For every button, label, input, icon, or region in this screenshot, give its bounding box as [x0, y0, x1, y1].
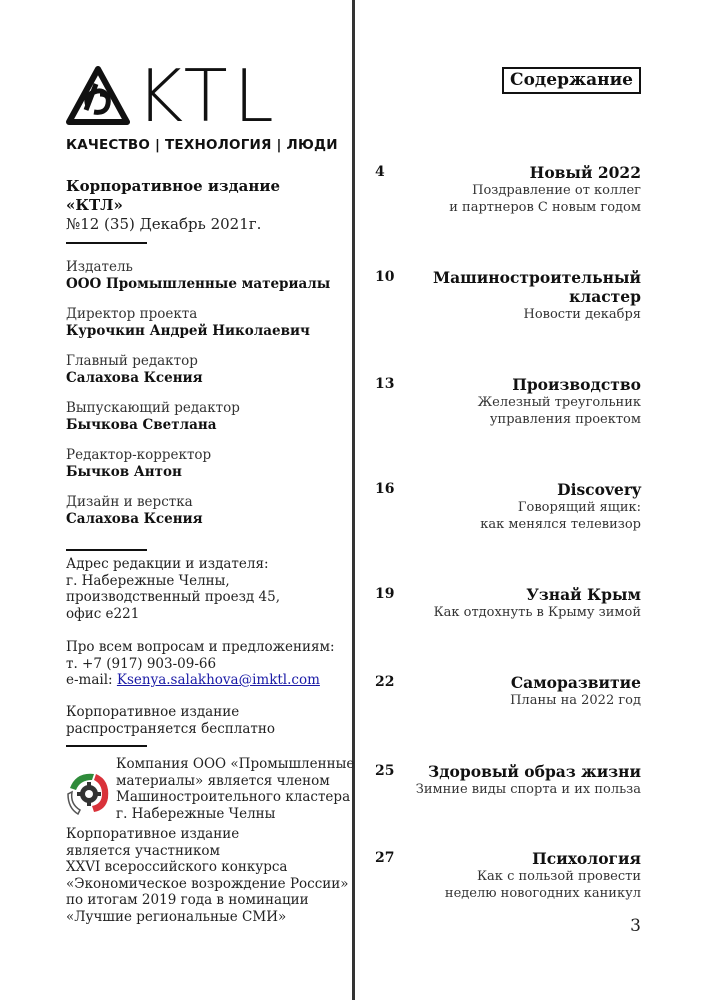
address-line: офис е221	[66, 605, 140, 622]
toc-page-number: 10	[375, 269, 395, 285]
credit-item	[66, 400, 346, 434]
toc-title: Содержание	[502, 67, 641, 94]
credit-role: Главный редактор	[66, 353, 198, 369]
credit-role: Издатель	[66, 259, 133, 275]
email-line	[66, 672, 346, 689]
logo-tagline: КАЧЕСТВО | ТЕХНОЛОГИЯ | ЛЮДИ	[66, 137, 338, 153]
credit-name: Бычков Антон	[66, 464, 182, 480]
toc-heading: Саморазвитие	[510, 673, 641, 692]
toc-description: Планы на 2022 год	[510, 693, 641, 708]
publication-title-line: Корпоративное издание	[66, 177, 280, 195]
address-line: производственный проезд 45,	[66, 589, 281, 605]
toc-item[interactable]	[375, 480, 641, 533]
credit-role: Директор проекта	[66, 306, 198, 322]
toc-heading: Новый 2022	[529, 163, 641, 182]
credit-name: Салахова Ксения	[66, 370, 203, 386]
toc-description: управления проектом	[489, 412, 641, 427]
toc-heading: Здоровый образ жизни	[428, 762, 641, 781]
credit-name: Бычкова Светлана	[66, 417, 217, 433]
toc-heading: Узнай Крым	[526, 585, 641, 604]
ktl-triangle-logo-icon	[66, 66, 130, 126]
toc-description: Зимние виды спорта и их польза	[415, 782, 641, 797]
credit-item	[66, 306, 346, 340]
cluster-line: г. Набережные Челны	[116, 805, 276, 822]
toc-item[interactable]	[375, 268, 641, 323]
cluster-line: материалы» является членом	[116, 772, 330, 789]
toc-heading: Производство	[512, 375, 641, 394]
toc-description: как менялся телевизор	[480, 517, 641, 532]
toc-heading: Психология	[532, 849, 641, 868]
machine-building-cluster-gear-icon	[66, 768, 112, 816]
credit-item	[66, 494, 346, 528]
toc-item[interactable]	[375, 762, 641, 798]
ktl-logo	[66, 54, 338, 156]
toc-page-number: 22	[375, 674, 395, 690]
publication-title	[66, 177, 280, 215]
contest-line: «Лучшие региональные СМИ»	[66, 908, 287, 925]
cluster-line: Компания ООО «Промышленные	[116, 756, 355, 772]
toc-description: Поздравление от коллег	[472, 183, 641, 198]
distribution-line: распространяется бесплатно	[66, 720, 275, 737]
toc-item[interactable]	[375, 673, 641, 709]
toc-item[interactable]	[375, 585, 641, 621]
toc-page-number: 16	[375, 481, 395, 497]
page-number: 3	[630, 916, 641, 936]
toc-description: неделю новогодних каникул	[444, 886, 641, 901]
toc-description: Говорящий ящик:	[517, 500, 641, 515]
toc-page-number: 27	[375, 850, 395, 866]
toc-description: Как с пользой провести	[477, 869, 641, 884]
toc-page-number: 25	[375, 763, 395, 779]
credit-name: ООО Промышленные материалы	[66, 276, 331, 292]
issue-number: №12 (35) Декабрь 2021г.	[66, 215, 262, 233]
toc-heading: Discovery	[557, 480, 641, 499]
toc-item[interactable]	[375, 849, 641, 902]
toc-page-number: 4	[375, 164, 385, 180]
contacts-intro: Про всем вопросам и предложениям:	[66, 639, 335, 655]
toc-page-number: 19	[375, 586, 395, 602]
credit-name: Салахова Ксения	[66, 511, 203, 527]
divider	[66, 745, 147, 747]
toc-description: Новости декабря	[523, 307, 641, 322]
toc-item[interactable]	[375, 375, 641, 428]
toc-description: Как отдохнуть в Крыму зимой	[433, 605, 641, 620]
contest-line: «Экономическое возрождение России»	[66, 875, 349, 892]
credit-role: Дизайн и верстка	[66, 494, 193, 510]
credit-role: Выпускающий редактор	[66, 400, 240, 416]
editorial-address	[66, 556, 346, 622]
cluster-text	[116, 756, 354, 822]
address-line: г. Набережные Челны,	[66, 572, 230, 589]
address-line: Адрес редакции и издателя:	[66, 556, 269, 572]
email-link[interactable]: Ksenya.salakhova@imktl.com	[116, 672, 320, 688]
credit-item	[66, 353, 346, 387]
contest-line: XXVI всероссийского конкурса	[66, 859, 288, 875]
toc-description: и партнеров С новым годом	[449, 200, 641, 215]
distribution-note	[66, 704, 346, 737]
credit-role: Редактор-корректор	[66, 447, 212, 463]
divider	[66, 242, 147, 244]
contest-line: Корпоративное издание	[66, 826, 240, 842]
cluster-line: Машиностроительного кластера	[116, 789, 351, 805]
column-divider	[352, 0, 355, 1000]
toc-item[interactable]	[375, 163, 641, 216]
toc-description: Железный треугольник	[477, 395, 641, 410]
toc-page-number: 13	[375, 376, 395, 392]
credit-item	[66, 259, 346, 293]
credits-list	[66, 259, 346, 541]
logo-wordmark: KTL	[136, 54, 280, 138]
publication-title-line: «КТЛ»	[66, 196, 123, 214]
toc-heading: Машиностроительный кластер	[432, 268, 641, 306]
contest-line: по итогам 2019 года в номинации	[66, 892, 309, 908]
distribution-line: Корпоративное издание	[66, 704, 240, 720]
phone-number: т. +7 (917) 903-09-66	[66, 655, 217, 672]
contest-note	[66, 826, 349, 925]
credit-name: Курочкин Андрей Николаевич	[66, 323, 310, 339]
divider	[66, 549, 147, 551]
credit-item	[66, 447, 346, 481]
contacts	[66, 639, 346, 689]
email-label: e-mail:	[66, 672, 117, 688]
contest-line: является участником	[66, 842, 221, 859]
